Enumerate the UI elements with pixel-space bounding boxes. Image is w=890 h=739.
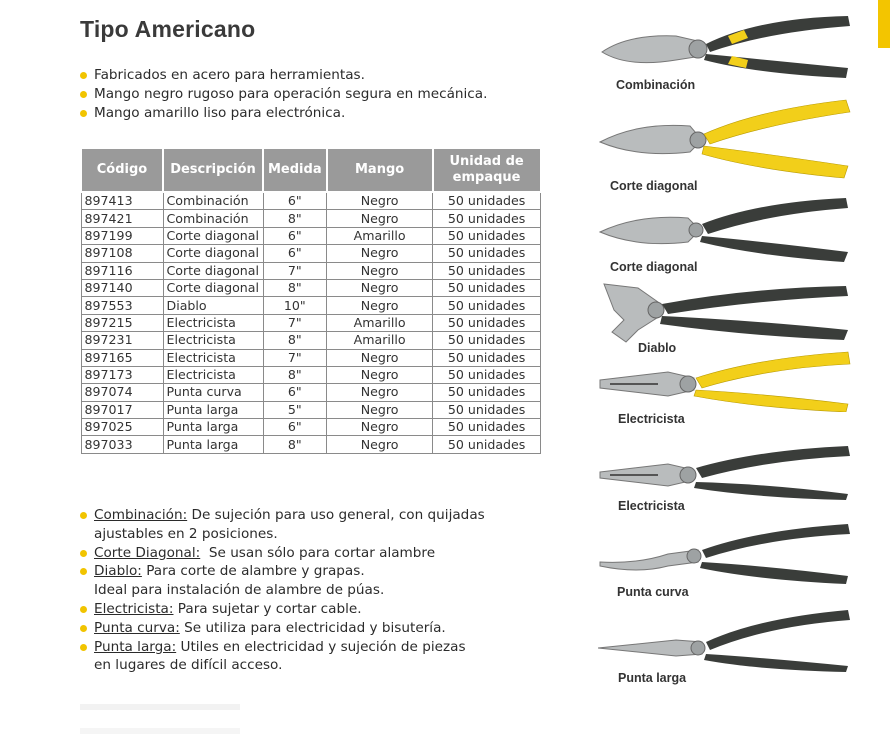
cell-desc: Combinación <box>163 192 263 210</box>
cell-code: 897553 <box>81 297 163 314</box>
feature-list <box>80 66 487 123</box>
cell-desc: Corte diagonal <box>163 279 263 296</box>
cell-unit: 50 unidades <box>433 245 541 262</box>
cell-code: 897421 <box>81 210 163 227</box>
bullet-dot-icon <box>80 644 87 651</box>
cell-desc: Punta larga <box>163 436 263 453</box>
col-header-size: Medida <box>263 148 327 192</box>
cell-code: 897033 <box>81 436 163 453</box>
cell-code: 897231 <box>81 332 163 349</box>
caption-electricista-1: Electricista <box>618 412 685 426</box>
cell-code: 897074 <box>81 384 163 401</box>
cell-handle: Negro <box>327 384 433 401</box>
cell-unit: 50 unidades <box>433 192 541 210</box>
cell-unit: 50 unidades <box>433 262 541 279</box>
cell-handle: Negro <box>327 245 433 262</box>
combination-pliers-icon <box>598 12 858 82</box>
table-row <box>81 401 541 418</box>
table-row <box>81 366 541 383</box>
cell-unit: 50 unidades <box>433 419 541 436</box>
cell-size: 6" <box>263 192 327 210</box>
bullet-dot-icon <box>80 91 87 98</box>
definition-item: Diablo: Para corte de alambre y grapas. Ideal para instalación de alambre de púas. <box>80 562 485 600</box>
lineman-pliers-yellow-icon <box>598 350 858 412</box>
table-row <box>81 245 541 262</box>
bullet-dot-icon <box>80 568 87 575</box>
cell-handle: Amarillo <box>327 332 433 349</box>
caption-punta-curva: Punta curva <box>617 585 689 599</box>
faded-footer-text <box>80 728 240 734</box>
definition-item: Electricista: Para sujetar y cortar cable. <box>80 600 485 619</box>
lineman-pliers-black-icon <box>598 444 858 500</box>
cell-size: 6" <box>263 384 327 401</box>
bullet-dot-icon <box>80 625 87 632</box>
cell-size: 5" <box>263 401 327 418</box>
table-row <box>81 262 541 279</box>
table-row <box>81 297 541 314</box>
cell-handle: Negro <box>327 349 433 366</box>
cell-desc: Electricista <box>163 314 263 331</box>
cell-size: 8" <box>263 366 327 383</box>
cell-unit: 50 unidades <box>433 401 541 418</box>
table-row <box>81 279 541 296</box>
cell-handle: Negro <box>327 436 433 453</box>
cell-code: 897108 <box>81 245 163 262</box>
diagonal-cutter-yellow-icon <box>598 96 858 182</box>
long-nose-pliers-icon <box>598 606 858 672</box>
cell-unit: 50 unidades <box>433 227 541 244</box>
cell-code: 897017 <box>81 401 163 418</box>
table-row <box>81 192 541 210</box>
cell-handle: Negro <box>327 401 433 418</box>
cell-handle: Negro <box>327 262 433 279</box>
cell-code: 897173 <box>81 366 163 383</box>
col-header-handle: Mango <box>327 148 433 192</box>
cell-unit: 50 unidades <box>433 210 541 227</box>
definition-list <box>80 506 485 675</box>
cell-desc: Corte diagonal <box>163 262 263 279</box>
cell-handle: Negro <box>327 419 433 436</box>
cell-code: 897140 <box>81 279 163 296</box>
table-row <box>81 436 541 453</box>
cell-size: 6" <box>263 245 327 262</box>
page-title: Tipo Americano <box>80 16 256 42</box>
cell-size: 8" <box>263 210 327 227</box>
fence-pliers-icon <box>598 280 858 346</box>
cell-size: 8" <box>263 279 327 296</box>
cell-desc: Electricista <box>163 349 263 366</box>
bullet-dot-icon <box>80 606 87 613</box>
cell-unit: 50 unidades <box>433 279 541 296</box>
table-row <box>81 314 541 331</box>
cell-desc: Punta curva <box>163 384 263 401</box>
cell-desc: Electricista <box>163 366 263 383</box>
cell-unit: 50 unidades <box>433 297 541 314</box>
cell-handle: Negro <box>327 192 433 210</box>
table-row <box>81 349 541 366</box>
cell-unit: 50 unidades <box>433 314 541 331</box>
bullet-dot-icon <box>80 110 87 117</box>
cell-code: 897165 <box>81 349 163 366</box>
caption-electricista-2: Electricista <box>618 499 685 513</box>
cell-size: 7" <box>263 349 327 366</box>
caption-combinacion: Combinación <box>616 78 696 92</box>
cell-size: 6" <box>263 419 327 436</box>
col-header-unit: Unidad de empaque <box>433 148 541 192</box>
cell-handle: Negro <box>327 297 433 314</box>
cell-handle: Negro <box>327 210 433 227</box>
cell-unit: 50 unidades <box>433 349 541 366</box>
feature-item: Mango amarillo liso para electrónica. <box>80 104 487 123</box>
definition-item: Punta curva: Se utiliza para electricidad y bisutería. <box>80 619 485 638</box>
feature-item: Fabricados en acero para herramientas. <box>80 66 487 85</box>
table-row <box>81 227 541 244</box>
caption-corte-diagonal-2: Corte diagonal <box>610 260 698 274</box>
cell-code: 897025 <box>81 419 163 436</box>
cell-handle: Amarillo <box>327 227 433 244</box>
cell-code: 897199 <box>81 227 163 244</box>
cell-handle: Negro <box>327 279 433 296</box>
bullet-dot-icon <box>80 512 87 519</box>
table-row <box>81 419 541 436</box>
cell-code: 897413 <box>81 192 163 210</box>
feature-item: Mango negro rugoso para operación segura en mecánica. <box>80 85 487 104</box>
corner-accent-bar <box>878 0 890 48</box>
cell-size: 8" <box>263 436 327 453</box>
table-row <box>81 332 541 349</box>
cell-handle: Negro <box>327 366 433 383</box>
table-row <box>81 384 541 401</box>
bent-nose-pliers-icon <box>598 522 858 586</box>
cell-desc: Punta larga <box>163 419 263 436</box>
definition-item: Punta larga: Utiles en electricidad y sujeción de piezas en lugares de difícil acceso. <box>80 638 485 676</box>
cell-desc: Diablo <box>163 297 263 314</box>
cell-size: 6" <box>263 227 327 244</box>
cell-unit: 50 unidades <box>433 436 541 453</box>
definition-item: Combinación: De sujeción para uso general, con quijadas ajustables en 2 posiciones. <box>80 506 485 544</box>
table-body <box>81 192 541 453</box>
col-header-desc: Descripción <box>163 148 263 192</box>
cell-desc: Combinación <box>163 210 263 227</box>
caption-corte-diagonal-1: Corte diagonal <box>610 179 698 193</box>
cell-size: 10" <box>263 297 327 314</box>
cell-desc: Corte diagonal <box>163 245 263 262</box>
cell-desc: Punta larga <box>163 401 263 418</box>
cell-desc: Corte diagonal <box>163 227 263 244</box>
cell-unit: 50 unidades <box>433 366 541 383</box>
cell-handle: Amarillo <box>327 314 433 331</box>
cell-size: 7" <box>263 314 327 331</box>
bullet-dot-icon <box>80 550 87 557</box>
col-header-code: Código <box>81 148 163 192</box>
caption-diablo: Diablo <box>638 341 677 355</box>
cell-unit: 50 unidades <box>433 332 541 349</box>
cell-desc: Electricista <box>163 332 263 349</box>
cell-code: 897215 <box>81 314 163 331</box>
faded-footer-text <box>80 704 240 710</box>
cell-size: 7" <box>263 262 327 279</box>
table-row <box>81 210 541 227</box>
caption-punta-larga: Punta larga <box>618 671 687 685</box>
cell-code: 897116 <box>81 262 163 279</box>
definition-item: Corte Diagonal: Se usan sólo para cortar alambre <box>80 544 485 563</box>
cell-unit: 50 unidades <box>433 384 541 401</box>
table-header-row <box>81 148 541 192</box>
diagonal-cutter-black-icon <box>598 196 858 264</box>
product-table <box>80 147 542 454</box>
bullet-dot-icon <box>80 72 87 79</box>
cell-size: 8" <box>263 332 327 349</box>
